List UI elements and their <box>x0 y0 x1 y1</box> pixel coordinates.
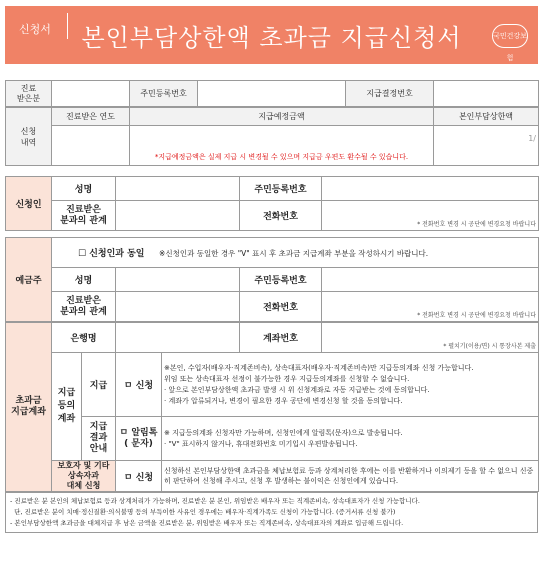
bank-label: 은행명 <box>52 323 116 353</box>
amount-cell <box>130 126 434 166</box>
depositor-rrn-field[interactable] <box>322 268 539 292</box>
applicant-name-field[interactable] <box>116 177 240 201</box>
same-as-applicant-checkbox[interactable]: ☐ 신청인과 동일 <box>78 249 145 259</box>
form-title: 본인부담상한액 초과금 지급신청서 <box>81 24 462 52</box>
proxy-option[interactable]: ㅁ 신청 <box>116 461 162 492</box>
depositor-name-label: 성명 <box>52 268 116 292</box>
treatment-table <box>5 80 539 107</box>
nhis-logo <box>492 24 528 62</box>
depositor-phone-field[interactable] <box>322 292 539 322</box>
reg-note: · 계좌가 압류되거나, 변경이 필요한 경우 공단에 변경신청 할 것을 동의합니다. <box>164 396 403 405</box>
result-label: 지급 결과 안내 <box>82 417 116 461</box>
applicant-relation-field[interactable] <box>116 201 240 231</box>
amount-label: 지급예정금액 <box>130 108 434 126</box>
depositor-phone-note: * 전화번호 변경 시 공단에 변경요청 바랍니다 <box>417 312 536 319</box>
applicant-rrn-label: 주민등록번호 <box>240 177 322 201</box>
cap-field[interactable] <box>434 126 539 166</box>
applicant-relation-label: 진료받은 분과의 관계 <box>52 201 116 231</box>
treat-name-field[interactable] <box>52 81 130 107</box>
applicant-name-label: 성명 <box>52 177 116 201</box>
year-label: 진료받은 연도 <box>52 108 130 126</box>
depositor-phone-label: 전화번호 <box>240 292 322 322</box>
decision-field[interactable] <box>434 81 539 107</box>
reg-option[interactable]: ㅁ 신청 <box>116 353 162 417</box>
proxy-text: 신청하신 본인부담상한액 초과금을 체납보험료 등과 상계처리한 후에는 이를 반환하거나 이의제기 등을 할 수 없으니 신중히 판단하여 신청해 주시고, 신청 후 발생하는 불이익은 신청인에게 있습니다. <box>162 461 539 492</box>
acct-label: 계좌번호 <box>240 323 322 353</box>
reg-account-label: 지급 등의 계좌 <box>52 353 82 461</box>
treat-label: 진료 받은분 <box>6 81 52 107</box>
amount-note: *지급예정금액은 실제 지급 시 변경될 수 있으며 지급금 우편도 환수될 수 있습니다. <box>154 153 409 161</box>
footnotes <box>6 493 538 533</box>
result-notes <box>162 417 539 461</box>
footnote: - 본인부담상한액 초과금을 대체지급 후 남은 금액을 진료받은 분, 위임받은 배우자 또는 직계존비속, 상속대표자의 계좌로 입금해 드립니다. <box>10 519 404 527</box>
applicant-rrn-field[interactable] <box>322 177 539 201</box>
applicant-phone-note: * 전화번호 변경 시 공단에 변경요청 바랍니다 <box>417 221 536 228</box>
depositor-table <box>5 237 539 322</box>
depositor-label: 예금주 <box>6 238 52 322</box>
account-label: 초과금 지급계좌 <box>6 323 52 492</box>
cap-slash: 1/ <box>528 134 536 143</box>
year-field[interactable] <box>52 126 130 166</box>
result-note: ※ 지급등의계좌 신청자만 가능하며, 신청인에게 알림톡(문자)으로 발송됩니다. <box>164 428 403 437</box>
depositor-name-field[interactable] <box>116 268 240 292</box>
depositor-relation-label: 진료받은 분과의 관계 <box>52 292 116 322</box>
form-tag: 신청서 <box>19 23 51 36</box>
logo-text: 국민건강보험 <box>493 32 527 62</box>
applicant-table <box>5 176 539 231</box>
detail-label: 신청 내역 <box>6 108 52 166</box>
applicant-label: 신청인 <box>6 177 52 231</box>
reg-note: · 앞으로 본인부담상한액 초과금 발생 시 위 신청계좌로 자동 지급받는 것에 동의합니다. <box>164 385 430 394</box>
acct-note: * 펼치기(이용/면) 시 통장사본 제출 <box>443 343 536 350</box>
rrn-label: 주민등록번호 <box>130 81 198 107</box>
depositor-rrn-label: 주민등록번호 <box>240 268 322 292</box>
applicant-phone-field[interactable] <box>322 201 539 231</box>
reg-notes <box>162 353 539 417</box>
bank-field[interactable] <box>116 323 240 353</box>
result-note: · "V" 표시하지 않거나, 휴대전화번호 미기입시 우편발송됩니다. <box>164 439 358 448</box>
depositor-same-row <box>52 238 539 268</box>
detail-table <box>5 107 539 166</box>
footnote: 단, 진료받은 분이 치매·정신질환·의식불명 등의 부득이한 사유인 경우에는 배우자·직계가족도 신청이 가능합니다. (증거서류 신청 불가) <box>10 508 396 516</box>
rrn-field[interactable] <box>198 81 346 107</box>
reg-label: 지급 <box>82 353 116 417</box>
reg-note: 위임 또는 상속대표자 선정이 불가능한 경우 지급등의계좌를 신청할 수 없습니다. <box>164 374 410 383</box>
cap-label: 본인부담상한액 <box>434 108 539 126</box>
acct-field[interactable] <box>322 323 539 353</box>
footnote: - 진료받은 분 본인의 체납보험료 등과 상계처리가 가능하며, 진료받은 분 본인, 위임받은 배우자 또는 직계존비속, 상속대표자가 신청 가능합니다. <box>10 497 420 505</box>
decision-label: 지급결정번호 <box>346 81 434 107</box>
result-option[interactable]: ㅁ 알림톡 ( 문자) <box>116 417 162 461</box>
header-banner <box>5 6 538 64</box>
applicant-phone-label: 전화번호 <box>240 201 322 231</box>
footnote-table <box>5 492 538 533</box>
same-note: ※신청인과 동일한 경우 "V" 표시 후 초과금 지급계좌 부분을 작성하시기 바랍니다. <box>159 249 429 258</box>
depositor-relation-field[interactable] <box>116 292 240 322</box>
reg-note: ※본인, 수입자(배우자·직계존비속), 상속대표자(배우자·직계존비속)만 지급등의계좌 신청 가능합니다. <box>164 363 474 372</box>
account-table <box>5 322 539 492</box>
proxy-label: 보호자 및 기타상속자과 대체 신청 <box>52 461 116 492</box>
